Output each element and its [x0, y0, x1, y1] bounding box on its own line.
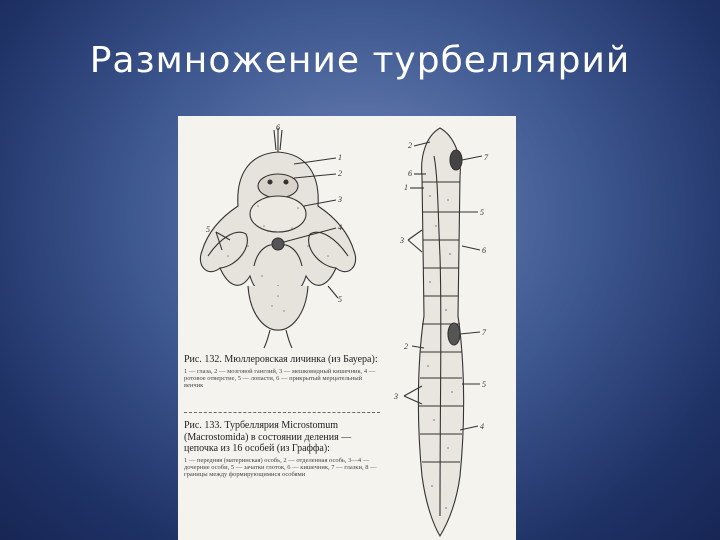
larva-label: 4 [338, 223, 342, 232]
muller-larva-drawing [200, 128, 355, 348]
larva-label: 2 [338, 169, 342, 178]
chain-label: 5 [482, 380, 486, 389]
chain-label: 4 [480, 422, 484, 431]
chain-label: 2 [408, 141, 412, 150]
chain-label: 2 [404, 342, 408, 351]
figure-illustration [178, 116, 516, 540]
caption-figure-132 [184, 354, 382, 390]
chain-label: 7 [482, 328, 486, 337]
caption-132-heading: Рис. 132. Мюллеровская личинка (из Бауера): [184, 354, 378, 365]
larva-label: 1 [338, 153, 342, 162]
larva-label: 3 [338, 195, 342, 204]
chain-label: 6 [482, 246, 486, 255]
caption-132-body: 1 — глаза, 2 — мозговой ганглий, 3 — мешковидный кишечник, 4 — ротовое отверстие, 5 — лопасти, 6 — прикрытый мерцательный венчик [184, 367, 376, 390]
chain-label: 1 [404, 183, 408, 192]
chain-label: 7 [484, 153, 488, 162]
larva-label: 6 [276, 123, 280, 132]
chain-label: 3 [394, 392, 398, 401]
chain-label: 5 [480, 208, 484, 217]
caption-figure-133 [184, 420, 382, 479]
chain-label: 3 [400, 236, 404, 245]
slide-title: Размножение турбеллярий [89, 40, 631, 81]
chain-label: 6 [408, 169, 412, 178]
caption-133-heading: Рис. 133. Турбеллярия Microstomum (Macrostomida) в состоянии деления — цепочка из 16 особей (из Граффа): [184, 420, 352, 454]
larva-label: 5 [206, 225, 210, 234]
microstomum-chain-drawing [404, 128, 482, 536]
caption-divider [184, 412, 380, 413]
caption-133-body: 1 — передняя (материнская) особь, 2 — отделенная особь, 3—4 — дочерние особи, 5 — зачатки глоток, 6 — кишечник, 7 — глазки, 8 — границы между формирующимися особями [184, 456, 377, 479]
larva-label: 5 [338, 295, 342, 304]
